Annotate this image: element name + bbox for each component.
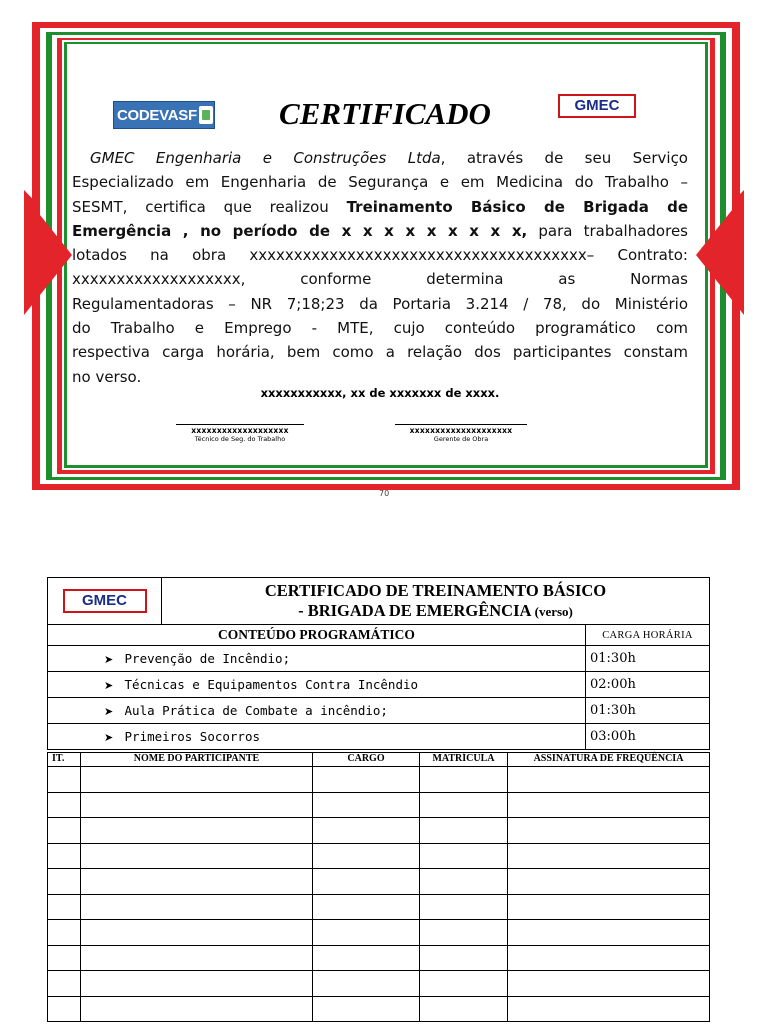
name-cell[interactable] [81,894,313,920]
gmec-logo: GMEC [558,94,636,118]
signature-cell[interactable] [508,945,710,971]
item-cell [48,945,81,971]
signature-name: xxxxxxxxxxxxxxxxxxx [191,426,289,435]
id-cell[interactable] [420,767,508,793]
participants-table [47,752,710,1022]
body-line: lotados na obra xxxxxxxxxxxxxxxxxxxxxxxxxxxxxxxxxxxxxx– Contrato: [72,246,688,265]
signature-cell[interactable] [508,869,710,895]
body-line: respectiva carga horária, bem como a relação dos participantes constam [72,343,688,362]
body-text: SESMT, certifica que realizou [72,197,347,216]
signature-cell[interactable] [508,843,710,869]
hours-header: CARGA HORÁRIA [586,625,710,646]
certificate-front [0,0,768,500]
topic-row [48,646,710,672]
verso-title-suffix: (verso) [534,603,573,619]
topic-hours: 02:00h [586,672,710,698]
role-cell[interactable] [313,971,420,997]
body-line [72,219,688,243]
id-cell[interactable] [420,818,508,844]
date-line: xxxxxxxxxxx, xx de xxxxxxx de xxxx. [260,386,500,400]
item-cell [48,818,81,844]
role-cell[interactable] [313,945,420,971]
body-line: Regulamentadoras – NR 7;18;23 da Portaria 3.214 / 78, do Ministério [72,294,688,313]
item-cell [48,920,81,946]
body-text: , através de seu Serviço [440,149,688,167]
body-text: , conforme determina as Normas [240,270,688,289]
topic-cell [48,646,586,672]
participant-row [48,869,710,895]
id-cell[interactable] [420,843,508,869]
body-line: no verso. [72,367,142,386]
verso-title-line: CERTIFICADO DE TREINAMENTO BÁSICO [264,580,607,600]
participant-row [48,767,710,793]
body-line [72,267,688,291]
name-cell[interactable] [81,920,313,946]
topic-cell [48,724,586,750]
id-cell[interactable] [420,971,508,997]
role-cell[interactable] [313,894,420,920]
participant-row [48,920,710,946]
program-header: CONTEÚDO PROGRAMÁTICO [48,625,586,646]
topic-row [48,724,710,750]
item-cell [48,869,81,895]
topic-hours: 01:30h [586,646,710,672]
role-cell[interactable] [313,920,420,946]
item-cell [48,996,81,1022]
verso-title-text: - BRIGADA DE EMERGÊNCIA [298,600,531,620]
topic-label: Primeiros Socorros [124,729,260,744]
arrow-bullet-icon: ➤ [104,705,114,718]
participant-row [48,894,710,920]
company-name: GMEC Engenharia e Construções Ltda [90,149,441,167]
id-cell[interactable] [420,996,508,1022]
participant-row [48,945,710,971]
verso-title [162,578,710,625]
role-cell[interactable] [313,869,420,895]
id-cell[interactable] [420,792,508,818]
signature-cell[interactable] [508,971,710,997]
header-signature: ASSINATURA DE FREQÜÊNCIA [508,753,710,767]
item-cell [48,894,81,920]
id-cell[interactable] [420,920,508,946]
signature-line [176,424,304,425]
signature-role: Gerente de Obra [433,435,489,443]
signature-technician [176,424,304,443]
codevasf-logo-text: CODEVASF [117,106,197,124]
body-line [72,195,688,219]
topic-label: Aula Prática de Combate a incêndio; [124,703,388,718]
contract-number: xxxxxxxxxxxxxxxxxxx [72,270,241,289]
topic-label: Prevenção de Incêndio; [124,651,291,666]
role-cell[interactable] [313,996,420,1022]
body-line: do Trabalho e Emprego - MTE, cujo conteúdo programático com [72,319,688,338]
name-cell[interactable] [81,971,313,997]
arrow-bullet-icon: ➤ [104,679,114,692]
body-line: Especializado em Engenharia de Segurança e em Medicina do Trabalho – [72,173,688,192]
header-item: IT. [48,753,81,767]
item-cell [48,971,81,997]
name-cell[interactable] [81,945,313,971]
participants-header-row [48,753,710,767]
role-cell[interactable] [313,843,420,869]
training-period: Emergência , no período de x x x x x x x x x, [72,221,528,240]
signature-cell[interactable] [508,818,710,844]
name-cell[interactable] [81,996,313,1022]
participant-row [48,792,710,818]
signature-manager [395,424,527,443]
name-cell[interactable] [81,792,313,818]
certificate-body [72,146,688,389]
program-header-row [48,625,710,646]
item-cell [48,843,81,869]
gmec-logo: GMEC [63,589,147,613]
signature-cell[interactable] [508,894,710,920]
role-cell[interactable] [313,792,420,818]
arrow-bullet-icon: ➤ [104,731,114,744]
codevasf-mark-icon [199,106,213,124]
id-cell[interactable] [420,869,508,895]
header-name: NOME DO PARTICIPANTE [81,753,313,767]
page-number: 70 [379,489,390,498]
id-cell[interactable] [420,894,508,920]
signature-line [395,424,527,425]
header-id: MATRÍCULA [420,753,508,767]
topic-row [48,698,710,724]
signature-cell[interactable] [508,792,710,818]
topic-row [48,672,710,698]
verso-header-row [48,578,710,625]
id-cell[interactable] [420,945,508,971]
training-name: Treinamento Básico de Brigada de [346,197,689,216]
name-cell[interactable] [81,818,313,844]
verso-title-line [162,601,709,622]
participant-row [48,996,710,1022]
item-cell [48,767,81,793]
codevasf-logo [113,101,215,129]
topic-hours: 03:00h [586,724,710,750]
body-text: para trabalhadores [527,221,688,240]
topic-cell [48,672,586,698]
signature-name: xxxxxxxxxxxxxxxxxxxx [409,426,513,435]
signature-cell[interactable] [508,767,710,793]
role-cell[interactable] [313,818,420,844]
certificate-verso [47,577,709,1022]
topic-label: Técnicas e Equipamentos Contra Incêndio [124,677,419,692]
verso-logo-cell [48,578,162,625]
body-line [72,146,688,170]
participant-row [48,843,710,869]
item-cell [48,792,81,818]
topic-cell [48,698,586,724]
verso-header-table [47,577,710,750]
header-role: CARGO [313,753,420,767]
participant-row [48,971,710,997]
name-cell[interactable] [81,767,313,793]
participant-row [48,818,710,844]
role-cell[interactable] [313,767,420,793]
signature-role: Técnico de Seg. do Trabalho [194,435,286,443]
name-cell[interactable] [81,843,313,869]
signature-cell[interactable] [508,996,710,1022]
certificate-title: CERTIFICADO [279,96,491,131]
arrow-bullet-icon: ➤ [104,653,114,666]
name-cell[interactable] [81,869,313,895]
topic-hours: 01:30h [586,698,710,724]
signature-cell[interactable] [508,920,710,946]
